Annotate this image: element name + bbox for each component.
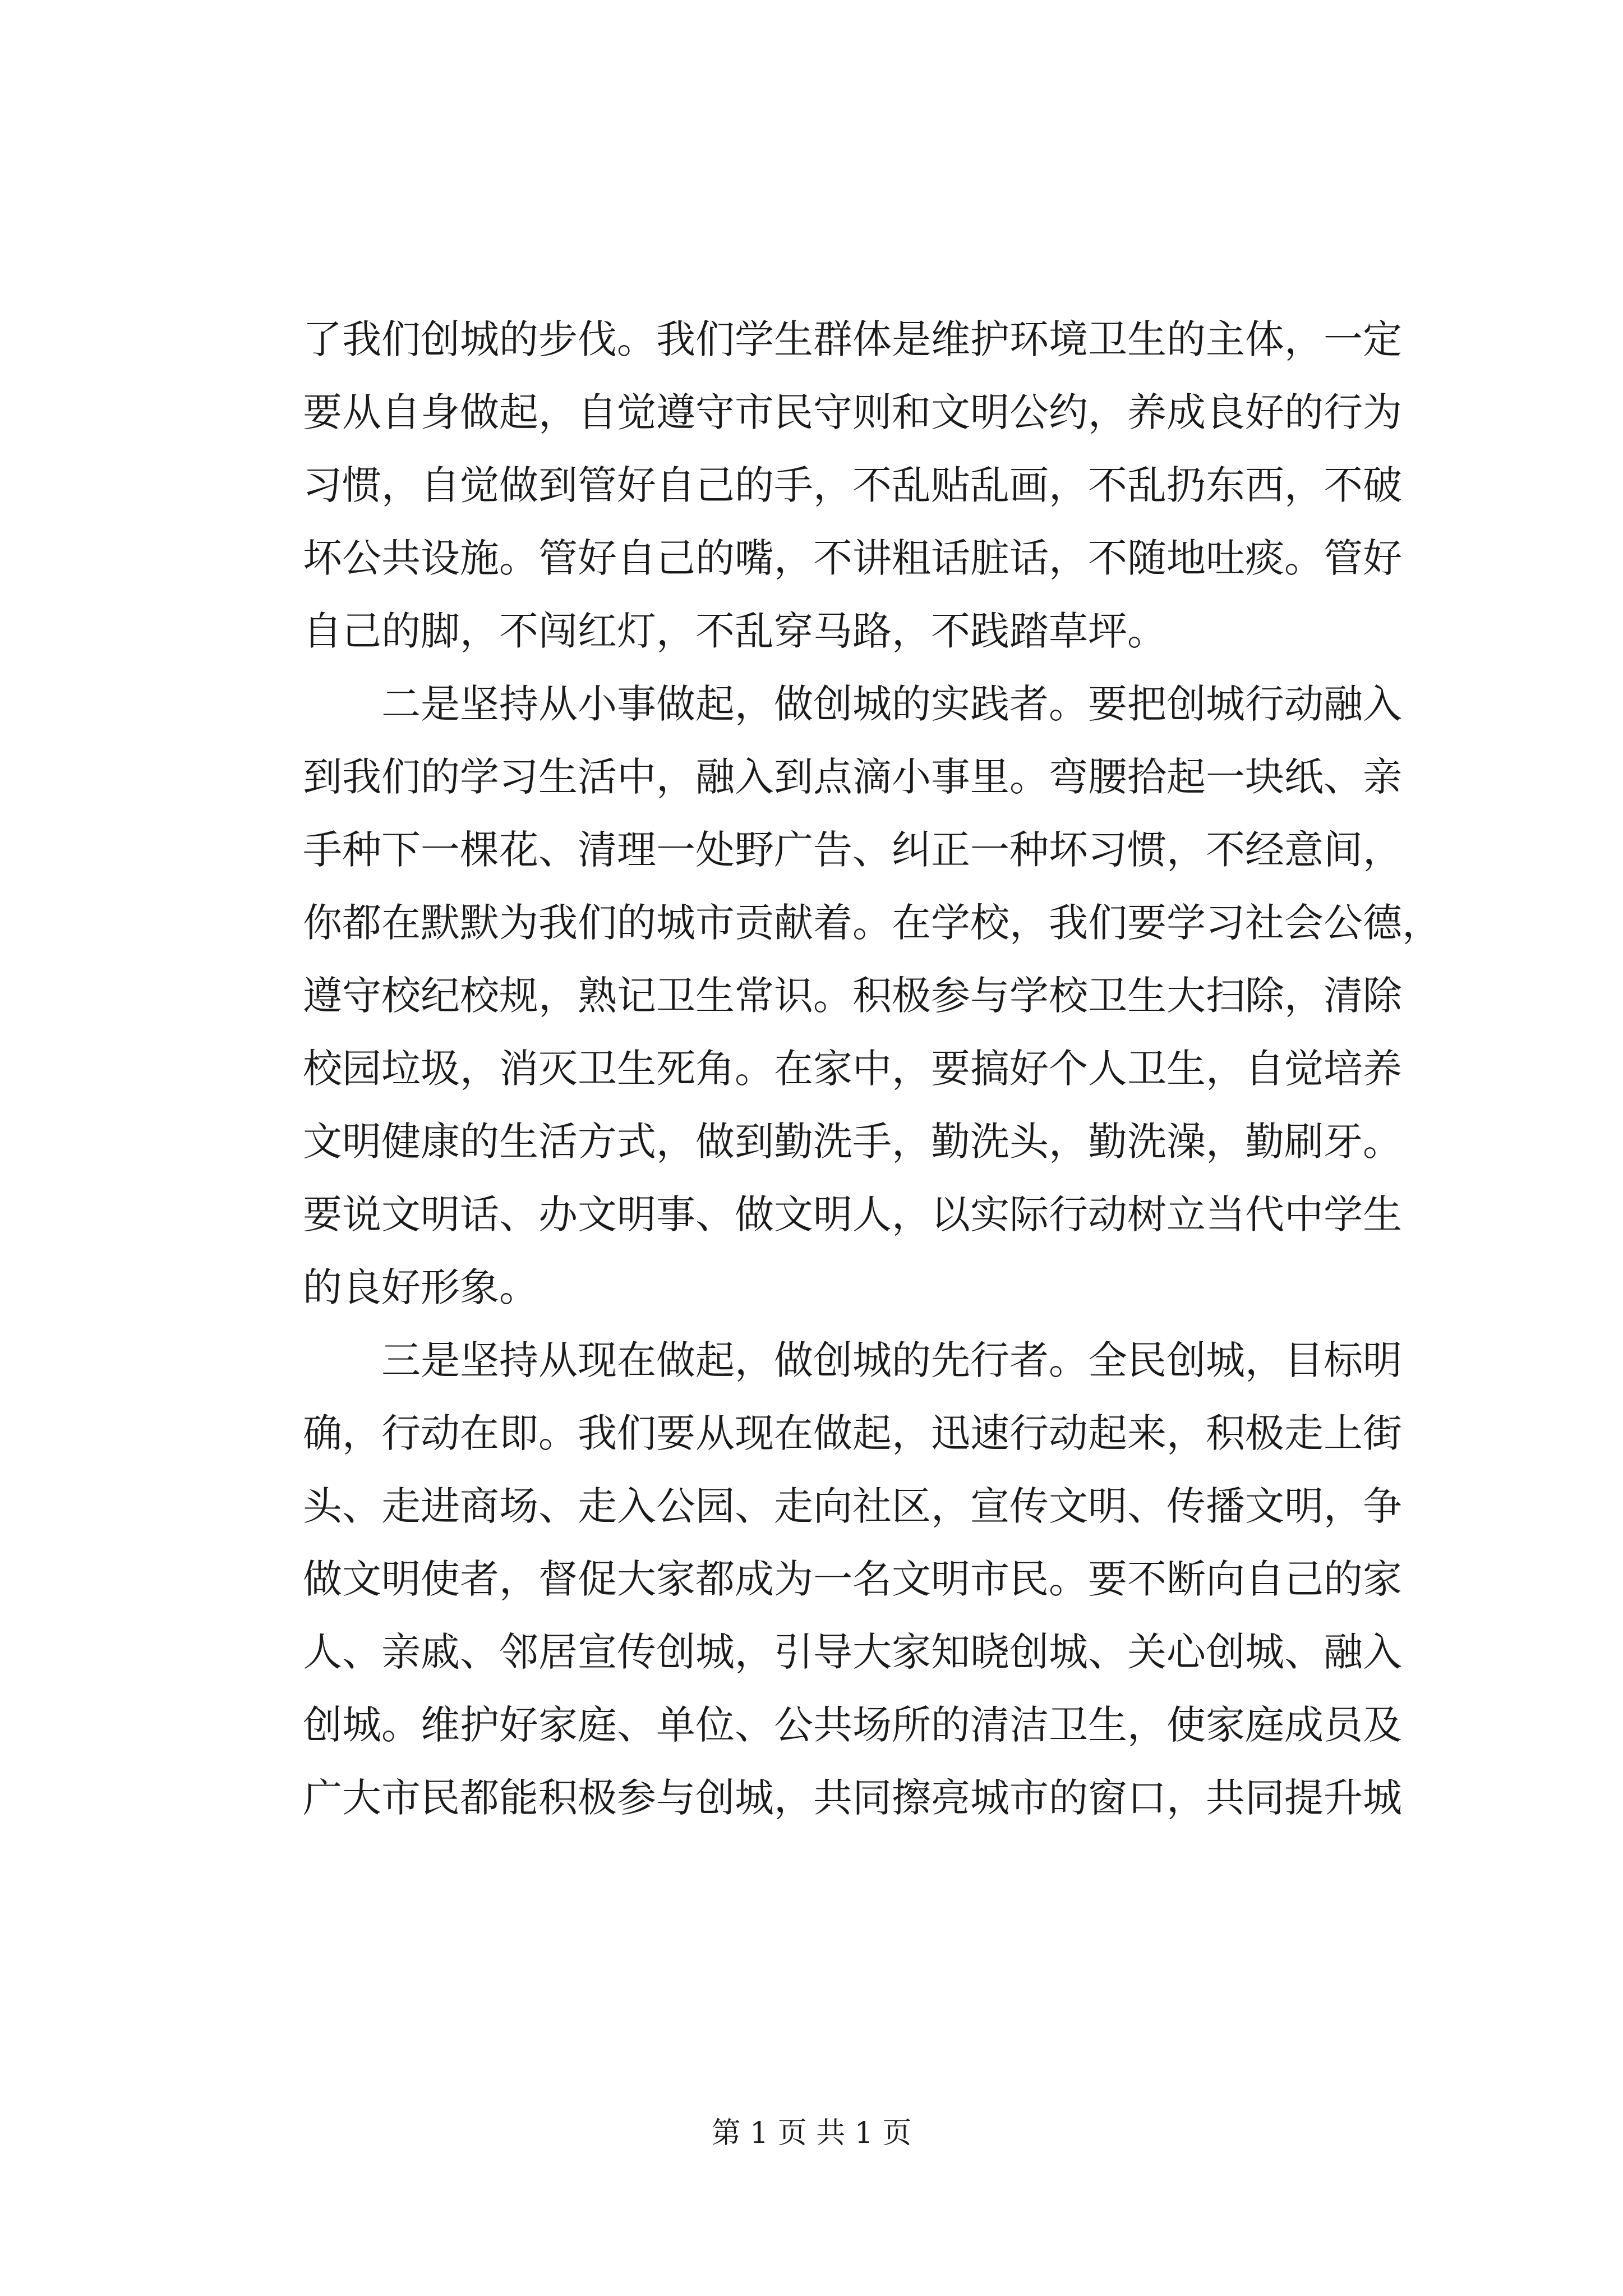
text-line: 了我们创城的步伐。我们学生群体是维护环境卫生的主体，一定 — [303, 316, 1402, 362]
text-line: 人、亲戚、邻居宣传创城，引导大家知晓创城、关心创城、融入 — [303, 1629, 1402, 1675]
document-body — [303, 303, 1441, 1834]
page-number-footer: 第 1 页 共 1 页 — [711, 2116, 912, 2150]
paragraph-first-line: 二是坚持从小事做起，做创城的实践者。要把创城行动融入 — [381, 681, 1402, 727]
text-line: 自己的脚，不闯红灯，不乱穿马路，不践踏草坪。 — [303, 608, 1166, 654]
text-line: 的良好形象。 — [303, 1264, 538, 1310]
text-line: 做文明使者，督促大家都成为一名文明市民。要不断向自己的家 — [303, 1556, 1402, 1602]
text-line: 确，行动在即。我们要从现在做起，迅速行动起来，积极走上街 — [303, 1410, 1402, 1456]
text-line: 创城。维护好家庭、单位、公共场所的清洁卫生，使家庭成员及 — [303, 1702, 1402, 1748]
text-line: 广大市民都能积极参与创城，共同擦亮城市的窗口，共同提升城 — [303, 1775, 1402, 1821]
text-line: 手种下一棵花、清理一处野广告、纠正一种坏习惯，不经意间， — [303, 827, 1402, 873]
text-line: 你都在默默为我们的城市贡献着。在学校，我们要学习社会公德， — [303, 900, 1441, 946]
text-line: 文明健康的生活方式，做到勤洗手，勤洗头，勤洗澡，勤刷牙。 — [303, 1119, 1402, 1165]
text-line: 习惯，自觉做到管好自己的手，不乱贴乱画，不乱扔东西，不破 — [303, 462, 1402, 508]
text-line: 头、走进商场、走入公园、走向社区，宣传文明、传播文明，争 — [303, 1483, 1402, 1529]
text-line: 遵守校纪校规，熟记卫生常识。积极参与学校卫生大扫除，清除 — [303, 973, 1402, 1019]
text-line: 到我们的学习生活中，融入到点滴小事里。弯腰拾起一块纸、亲 — [303, 754, 1402, 800]
text-line: 坏公共设施。管好自己的嘴，不讲粗话脏话，不随地吐痰。管好 — [303, 535, 1402, 581]
text-line: 要说文明话、办文明事、做文明人，以实际行动树立当代中学生 — [303, 1191, 1402, 1237]
text-line: 要从自身做起，自觉遵守市民守则和文明公约，养成良好的行为 — [303, 389, 1402, 435]
paragraph-first-line: 三是坚持从现在做起，做创城的先行者。全民创城，目标明 — [381, 1337, 1402, 1383]
text-line: 校园垃圾，消灭卫生死角。在家中，要搞好个人卫生，自觉培养 — [303, 1046, 1402, 1092]
